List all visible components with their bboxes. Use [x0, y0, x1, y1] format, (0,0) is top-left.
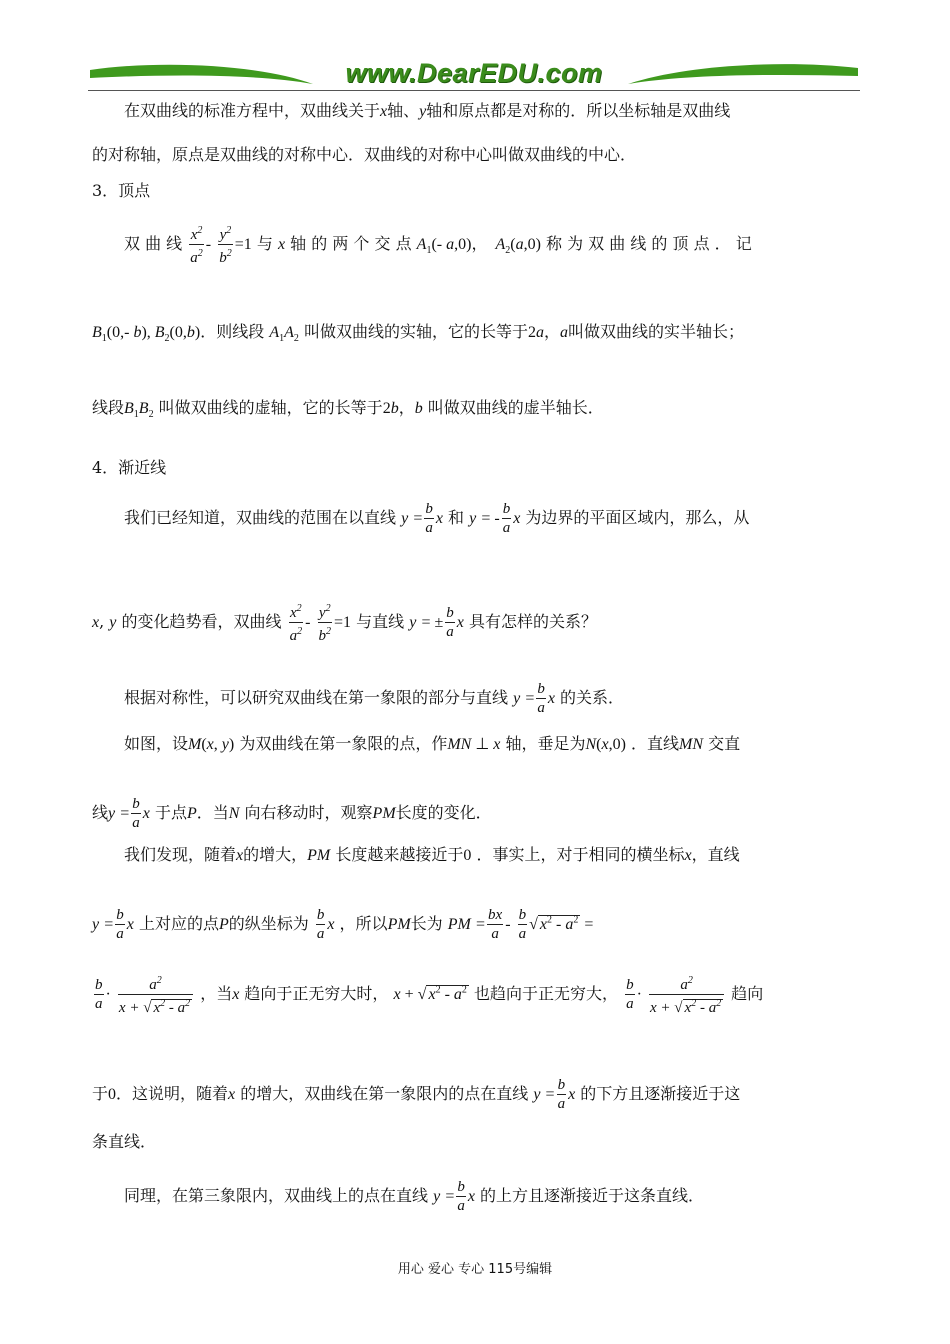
paragraph-pm-length: y = $\frac{b}{a}$ x 上对应的点P的纵坐标为 $\frac{b}{a}$ x ，所以PM长为 PM = $\frac{bx}{a}$ - $\frac{b}{a}$ √ $x^2 - a^2$ =	[92, 907, 594, 942]
paragraph-limit: $\frac{b}{a}$ · $\frac{a^2}{x + √ x^2 - a^2}$ ，当x 趋向于正无穷大时， x + √ $x^2 - a^2$ 也趋向于正无穷大， $\frac{b}{a}$ · $\frac{a^2}{x + √ x^2 - a^2}$ 趋向	[92, 972, 763, 1017]
paragraph-conclusion: 于0．这说明，随着x 的增大，双曲线在第一象限内的点在直线 y = $\frac{b}{a}$ x 的下方且逐渐接近于这	[92, 1077, 741, 1112]
header-rule	[88, 90, 860, 91]
section-heading-asymptote: 4．渐近线	[92, 458, 167, 477]
paragraph-figure: 如图，设M(x, y) 为双曲线在第一象限的点，作MN ⊥ x 轴，垂足为N(x,0) ．直线MN 交直	[124, 734, 741, 753]
paragraph-observation: 我们发现，随着x的增大，PM 长度越来越接近于0 ．事实上，对于相同的横坐标x，直线	[124, 845, 740, 864]
section-heading-vertex: 3．顶点	[92, 181, 151, 200]
paragraph-conclusion-cont: 条直线．	[92, 1132, 157, 1151]
paragraph-figure-cont: 线y = $\frac{b}{a}$ x 于点P．当N 向右移动时，观察PM长度的变化．	[92, 796, 492, 831]
paragraph-asymptote-question: x, y 的变化趋势看，双曲线 $\frac{x^2}{a^2}$ - $\frac{y^2}{b^2}$ =1 与直线 y = ± $\frac{b}{a}$ x 具有怎样的关系？	[92, 600, 597, 645]
header-banner	[88, 56, 860, 100]
paragraph-symmetry: 在双曲线的标准方程中，双曲线关于x轴、y轴和原点都是对称的．所以坐标轴是双曲线	[124, 101, 731, 120]
paragraph-vertex: 双 曲 线 $\frac{x^2}{a^2}$ - $\frac{y^2}{b^2}$ =1 与 x 轴 的 两 个 交 点 $A_1(-$ a,0)， $A_2(a,0)$ 称 为 双 曲 线 的 顶 点 ． 记	[124, 222, 752, 267]
paragraph-real-axis: $B_1(0,-$ b), $B_2(0,b)$．则线段 $A_1A_2$ 叫做双曲线的实轴，它的长等于2a，a叫做双曲线的实半轴长；	[92, 322, 745, 345]
paragraph-imag-axis: 线段$B_1B_2$ 叫做双曲线的虚轴，它的长等于2b，b 叫做双曲线的虚半轴长．	[92, 398, 604, 421]
page-footer: 用心 爱心 专心 115号编辑	[397, 1262, 553, 1277]
site-logo[interactable]: www.DearEDU.com	[345, 58, 603, 88]
paragraph-asymptote-intro: 我们已经知道，双曲线的范围在以直线 y = $\frac{b}{a}$ x 和 y = - $\frac{b}{a}$ x 为边界的平面区域内，那么，从	[124, 501, 750, 536]
paragraph-symmetry-method: 根据对称性，可以研究双曲线在第一象限的部分与直线 y = $\frac{b}{a}$ x 的关系．	[124, 681, 625, 716]
paragraph-third-quadrant: 同理，在第三象限内，双曲线上的点在直线 y = $\frac{b}{a}$ x 的上方且逐渐接近于这条直线．	[124, 1179, 705, 1214]
paragraph-symmetry-cont: 的对称轴，原点是双曲线的对称中心．双曲线的对称中心叫做双曲线的中心．	[92, 145, 637, 164]
